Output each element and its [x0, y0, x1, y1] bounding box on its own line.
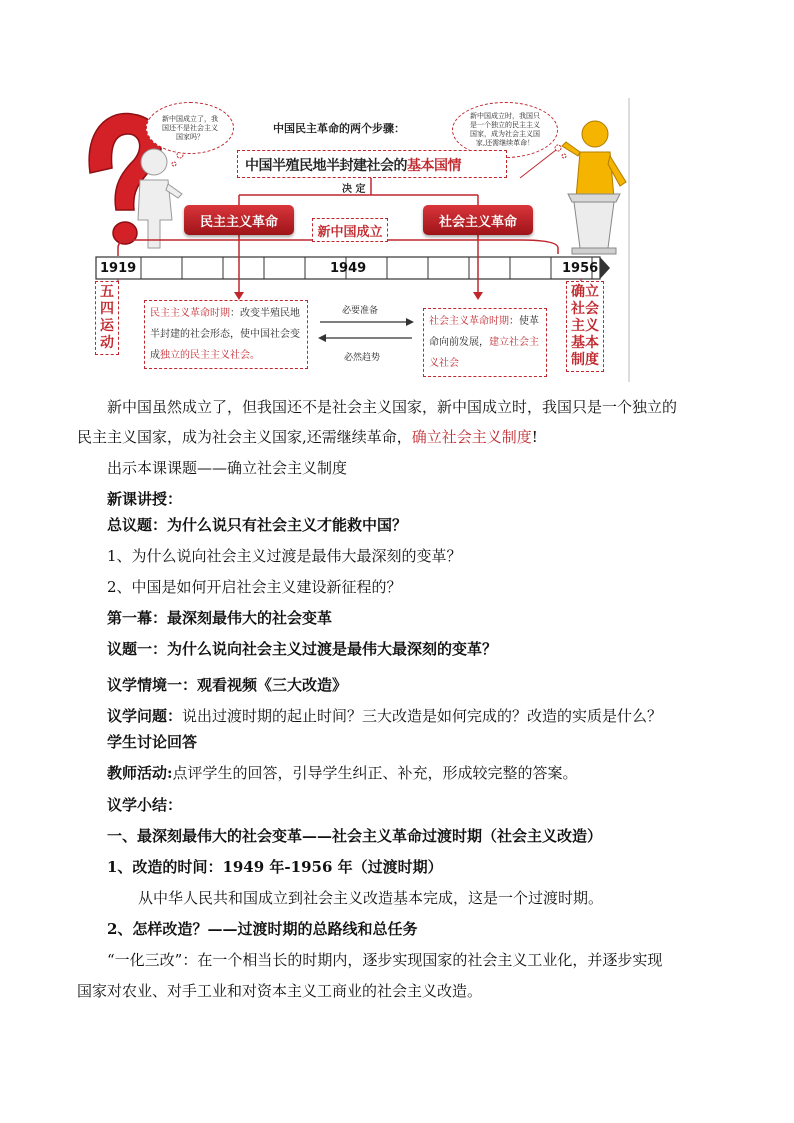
paragraph-1-line-1: 新中国虽然成立了，但我国还不是社会主义国家，新中国成立时，我国只是一个独立的 [107, 398, 678, 416]
study-question-text: 说出过渡时期的起止时间？三大改造是如何完成的？改造的实质是什么？ [182, 707, 663, 725]
democratic-period-label: 民主主义革命时期 [150, 308, 230, 319]
socialist-period-box [423, 308, 547, 377]
socialist-period-text: ：使革命向前发展， [429, 316, 539, 348]
speech-bubble-left-text: 新中国成立了，我国还不是社会主义国家吗？ [162, 114, 218, 141]
section-one-heading: 一、最深刻最伟大的社会变革——社会主义革命过渡时期（社会主义改造） [107, 827, 603, 845]
socialist-period-label: 社会主义革命时期 [429, 316, 509, 327]
paragraph-1-end: ! [531, 428, 538, 446]
basic-situation-text [245, 155, 461, 175]
basic-situation-highlight: 基本国情 [407, 158, 461, 174]
new-china-box: 新中国成立 [312, 218, 388, 242]
paragraph-1-line-2-main: 民主主义国家，成为社会主义国家,还需继续革命， [77, 428, 412, 446]
thinking-figure-icon [138, 149, 183, 248]
speech-bubble-left [146, 102, 234, 154]
diagram-heading: 中国民主革命的两个步骤： [273, 122, 405, 135]
general-topic-text: 总议题：为什么说只有社会主义才能救中国？ [107, 516, 408, 534]
study-question-label: 议学问题： [107, 707, 183, 725]
democratic-period-text: ：改变半殖民地半封建的社会形态，使中国社会变成 [150, 308, 300, 361]
year-1956: 1956 [562, 261, 599, 276]
democratic-period-highlight: 独立的民主主义社会。 [160, 350, 260, 361]
summary-heading: 议学小结： [107, 796, 183, 814]
student-discussion: 学生讨论回答 [107, 733, 198, 751]
basic-situation-main: 中国半殖民地半封建社会的 [245, 158, 407, 174]
paragraph-1-highlight: 确立社会主义制度 [411, 428, 532, 446]
teacher-activity [107, 762, 578, 783]
scenario-one: 议学情境一：观看视频《三大改造》 [107, 676, 348, 694]
arrow-label-necessary-preparation: 必要准备 [342, 306, 379, 316]
how-to-reform: 2、怎样改造？——过渡时期的总路线和总任务 [107, 920, 418, 938]
transition-period-text: 从中华人民共和国成立到社会主义改造基本完成，这是一个过渡时期。 [138, 889, 604, 907]
establish-socialist-system-box: 确立社会主义基本制度 [566, 281, 604, 372]
revolution-steps-diagram [80, 98, 632, 382]
socialist-period-highlight: 建立社会主义社会 [429, 337, 539, 369]
socialist-revolution-box: 社会主义革命 [423, 205, 533, 235]
act-one-heading: 第一幕：最深刻最伟大的社会变革 [107, 609, 333, 627]
teacher-activity-text: 点评学生的回答，引导学生纠正、补充，形成较完整的答案。 [172, 764, 578, 782]
paragraph-1-line-2 [77, 426, 538, 447]
new-lesson-heading: 新课讲授： [107, 490, 183, 508]
general-topic [107, 514, 407, 535]
study-question [107, 705, 662, 726]
may-fourth-movement-box: 五四运动 [95, 281, 119, 355]
one-transformation-three-reforms-line-1: “一化三改”：在一个相当长的时期内，逐步实现国家的社会主义工业化，并逐步实现 [107, 951, 663, 969]
one-transformation-three-reforms-line-2: 国家对农业、对手工业和对资本主义工商业的社会主义改造。 [77, 982, 483, 1000]
question-2: 2、中国是如何开启社会主义建设新征程的？ [107, 578, 402, 596]
lesson-topic: 出示本课课题——确立社会主义制度 [107, 459, 348, 477]
teacher-activity-label: 教师活动: [107, 764, 173, 782]
question-1: 1、为什么说向社会主义过渡是最伟大最深刻的变革？ [107, 547, 462, 565]
reform-time: 1、改造的时间：1949 年-1956 年（过渡时期） [107, 858, 443, 876]
democratic-period-box [144, 300, 308, 369]
arrow-label-inevitable-trend: 必然趋势 [344, 353, 381, 363]
speech-bubble-right-text: 新中国成立时，我国只是一个独立的民主主义国家，成为社会主义国家,还需继续革命！ [470, 112, 540, 147]
decide-label: 决 定 [342, 184, 366, 195]
year-1919: 1919 [100, 261, 137, 276]
democratic-revolution-box: 民主主义革命 [184, 205, 294, 235]
year-1949: 1949 [330, 261, 367, 276]
topic-one: 议题一：为什么说向社会主义过渡是最伟大最深刻的变革？ [107, 640, 498, 658]
